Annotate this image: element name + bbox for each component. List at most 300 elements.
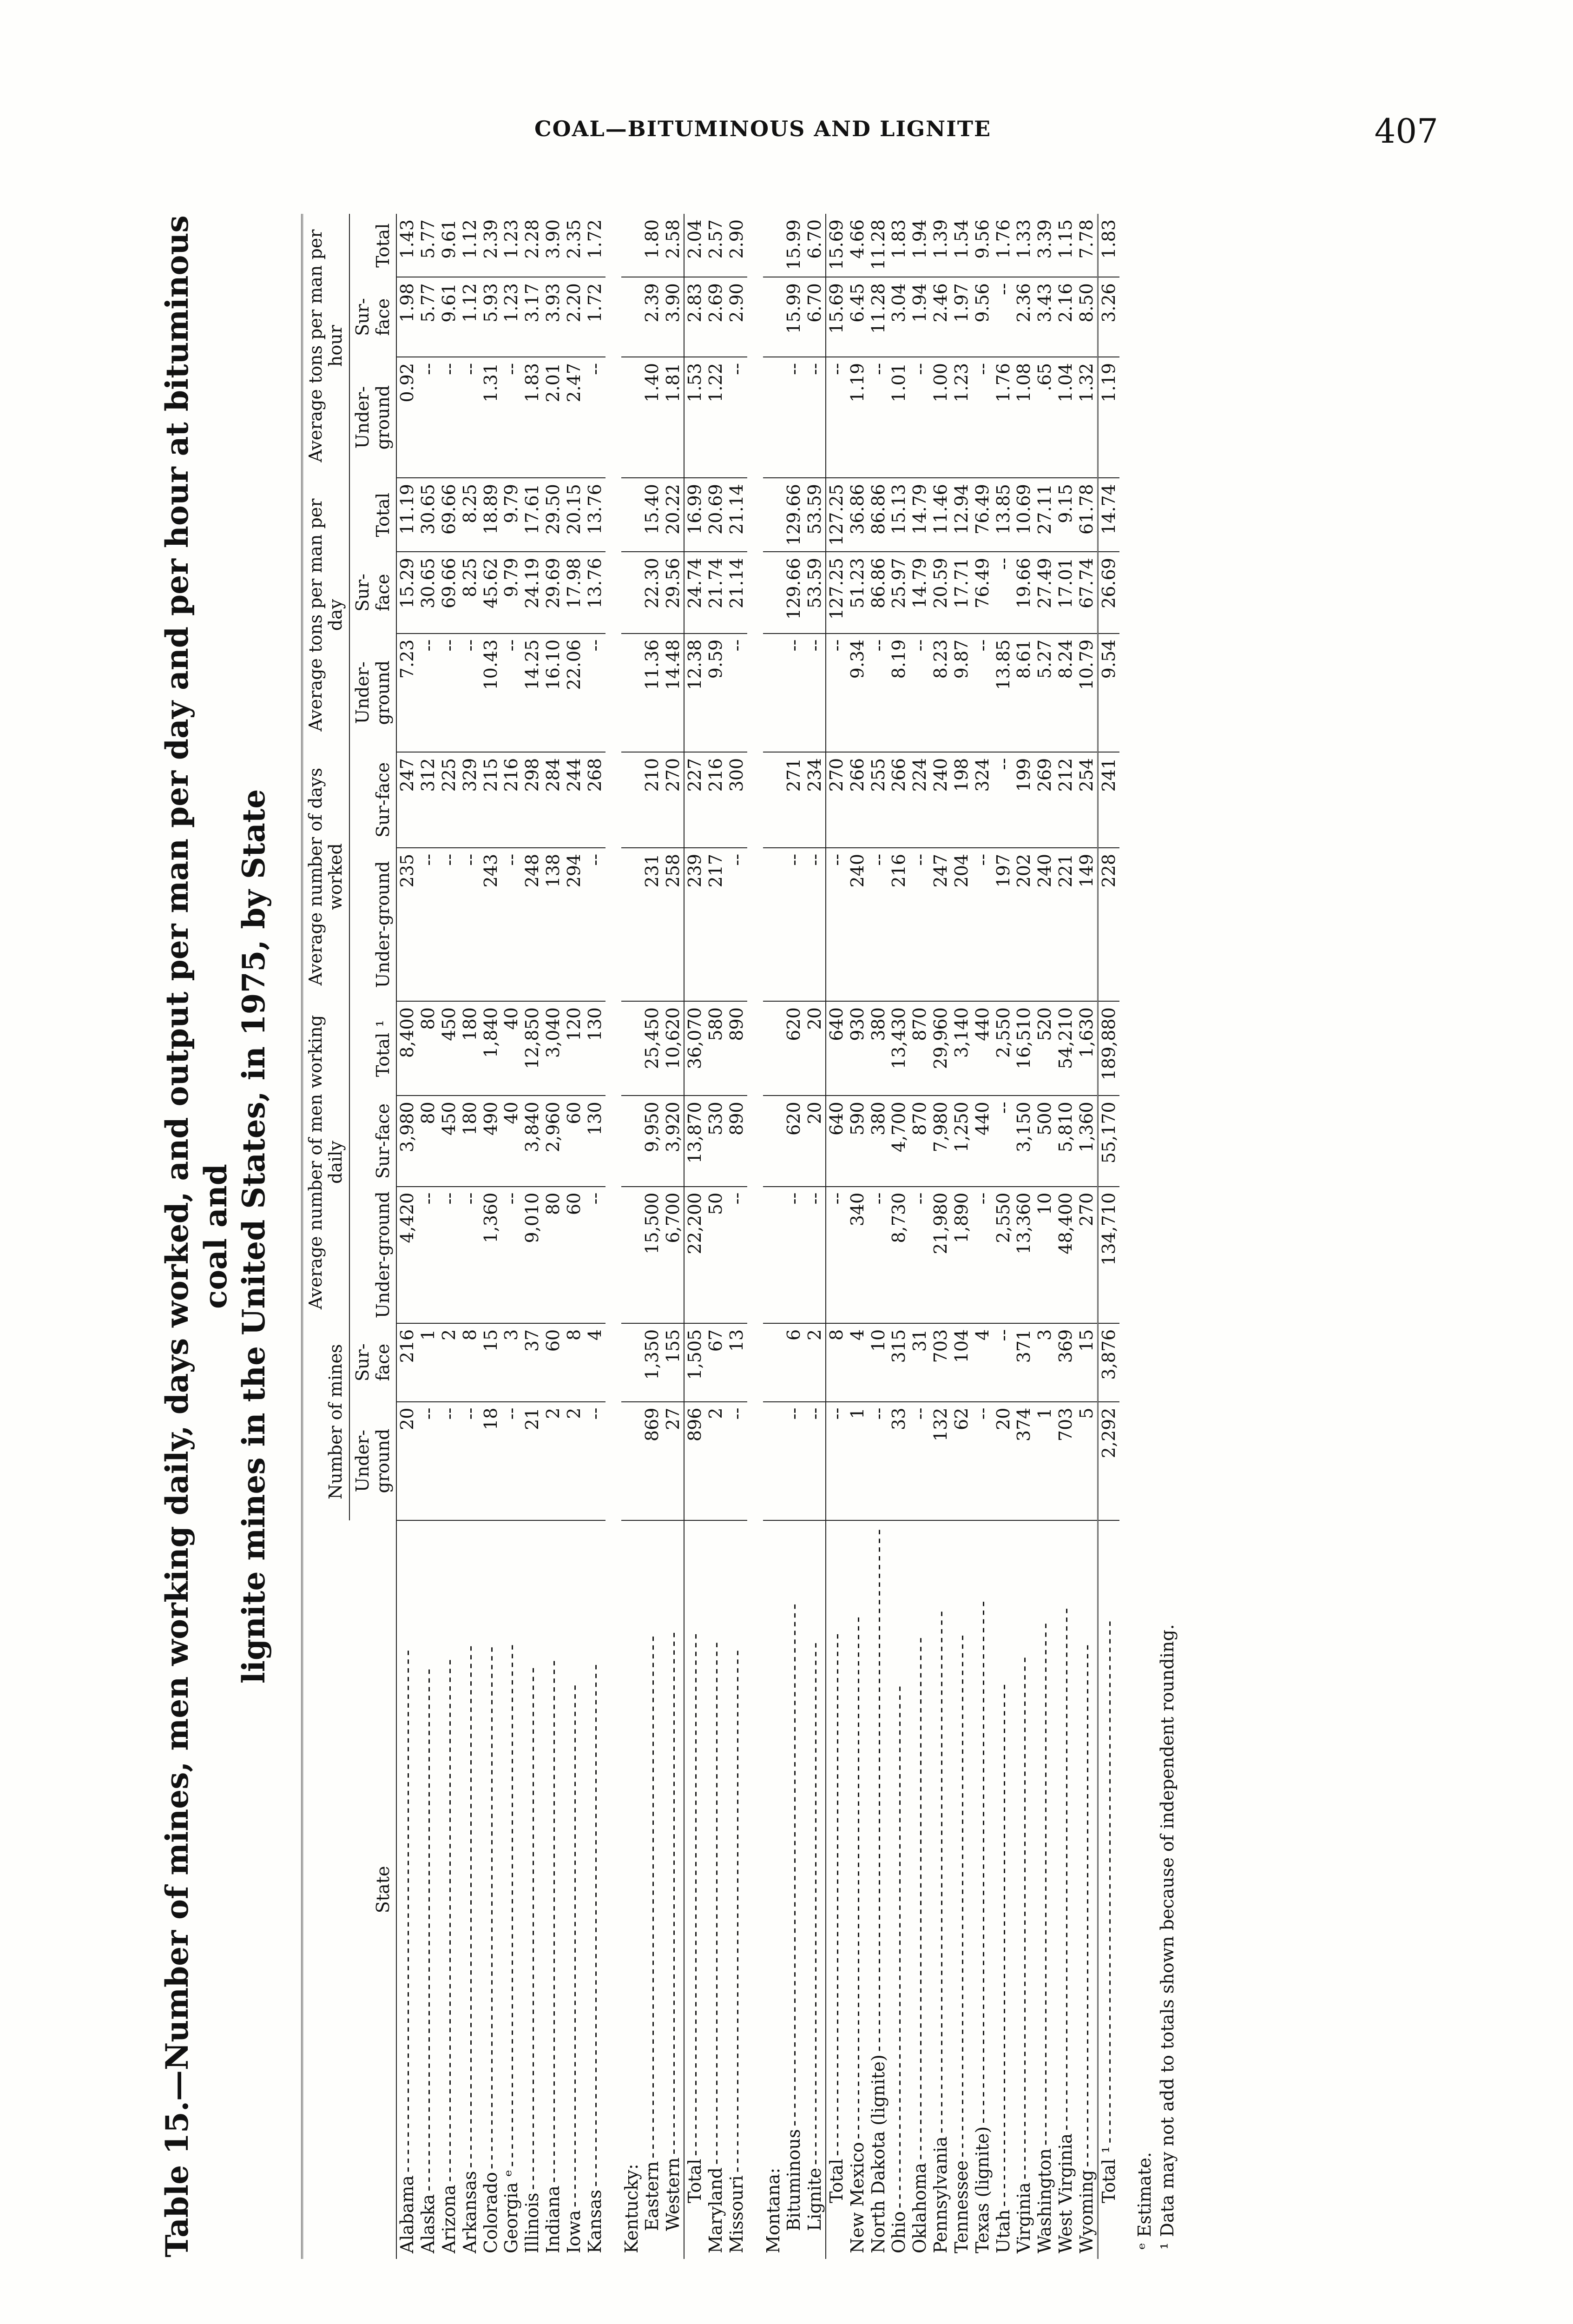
value-cell: 10.69 [1014,478,1034,552]
value-cell: 620 [783,1096,804,1186]
value-cell: 266 [847,752,868,848]
state-label: Colorado [480,2169,501,2253]
state-cell [1034,1520,1055,2259]
state-label: Iowa [564,2207,584,2253]
group-header-mines: Number of mines [302,1323,349,1520]
value-cell: 216 [501,752,522,848]
value-cell: 130 [585,1001,606,1096]
value-cell: 8.25 [460,552,480,634]
value-cell: 21.14 [726,478,747,552]
value-cell: -- [726,634,747,752]
state-label: Eastern [642,2159,662,2231]
leader-dots: ------------------------------------------------------------ [889,1683,909,2209]
value-cell: 11.28 [868,277,889,357]
state-cell [684,1520,705,2259]
value-cell: 1.97 [951,277,972,357]
value-cell: 5.77 [418,214,439,277]
value-cell: 1.23 [501,214,522,277]
value-cell: 51.23 [847,552,868,634]
value-cell: 3,150 [1014,1096,1034,1186]
value-cell: 7.23 [396,634,418,752]
value-cell: 13.85 [993,634,1014,752]
value-cell: 13.76 [585,478,606,552]
value-cell: 189,880 [1098,1001,1119,1096]
value-cell: 235 [396,848,418,1001]
value-cell [621,478,642,552]
value-cell: 15 [1076,1323,1098,1402]
value-cell: 8.61 [1014,634,1034,752]
subheader-surface: Sur-face [372,1103,393,1179]
value-cell: 2 [705,1402,726,1520]
value-cell: -- [868,1187,889,1323]
value-cell: 224 [909,752,930,848]
value-cell: 216 [396,1323,418,1402]
value-cell: -- [993,752,1014,848]
value-cell: 67.74 [1076,552,1098,634]
value-cell: 17.98 [564,552,585,634]
value-cell: 24.19 [522,552,543,634]
value-cell [763,357,784,478]
leader-dots: ------------------------------------------------------------ [868,1526,889,2052]
value-cell: 1.23 [951,357,972,478]
value-cell: 2.04 [684,214,705,277]
value-cell: 13,870 [684,1096,705,1186]
value-cell: 234 [804,752,826,848]
value-cell: 8,400 [396,1001,418,1096]
value-cell: 244 [564,752,585,848]
value-cell: 324 [972,752,993,848]
value-cell: 9,950 [642,1096,663,1186]
value-cell: 4 [972,1323,993,1402]
leader-dots: ------------------------------------------------------------ [951,1632,972,2158]
value-cell: 76.49 [972,478,993,552]
value-cell: 8.25 [460,478,480,552]
value-cell: 2.58 [663,214,684,277]
table-row [564,214,585,2259]
value-cell: 1.72 [585,214,606,277]
value-cell: -- [868,634,889,752]
value-cell: 37 [522,1323,543,1402]
value-cell: 2 [439,1323,460,1402]
value-cell: 60 [564,1096,585,1186]
value-cell: 86.86 [868,478,889,552]
table-row [418,214,439,2259]
value-cell: 329 [460,752,480,848]
value-cell: 1.12 [460,277,480,357]
value-cell: -- [909,357,930,478]
state-cell [804,1520,826,2259]
value-cell: 1.01 [889,357,909,478]
table-row [726,214,747,2259]
value-cell: 31 [909,1323,930,1402]
value-cell: 1.54 [951,214,972,277]
state-label: Arizona [439,2182,459,2253]
value-cell: 199 [1014,752,1034,848]
value-cell: 10,620 [663,1001,684,1096]
value-cell: 890 [726,1001,747,1096]
value-cell: -- [909,848,930,1001]
value-cell: 15 [480,1323,501,1402]
value-cell: 9.79 [501,478,522,552]
state-label: Arkansas [460,2168,480,2253]
state-label: Virginia [1014,2179,1034,2253]
value-cell: -- [868,848,889,1001]
value-cell: 9.87 [951,634,972,752]
value-cell: 19.66 [1014,552,1034,634]
value-cell: 3.04 [889,277,909,357]
value-cell: -- [804,848,826,1001]
table-row [543,214,564,2259]
value-cell: 155 [663,1323,684,1402]
state-label: Missouri [726,2172,747,2253]
value-cell: .65 [1034,357,1055,478]
state-cell [826,1520,847,2259]
state-cell [868,1520,889,2259]
value-cell: 217 [705,848,726,1001]
state-cell [726,1520,747,2259]
group-header-tons-day: Average tons per man per day [302,478,349,752]
value-cell: -- [439,1187,460,1323]
value-cell: 703 [1055,1402,1076,1520]
value-cell: 2.69 [705,277,726,357]
value-cell: 17.61 [522,478,543,552]
value-cell: 890 [726,1096,747,1186]
state-label: Total ¹ [1099,2143,1119,2203]
table-title-line-2: lignite mines in the United States, in 1975, by State [236,789,272,1684]
value-cell: 202 [1014,848,1034,1001]
value-cell: 5 [1076,1402,1098,1520]
value-cell: 2,550 [993,1187,1014,1323]
value-cell: -- [804,1402,826,1520]
value-cell: 36.86 [847,478,868,552]
value-cell: 10.43 [480,634,501,752]
value-cell: 520 [1034,1001,1055,1096]
value-cell: 3.93 [543,277,564,357]
state-label: Total [684,2156,705,2203]
value-cell: 258 [663,848,684,1001]
value-cell: 29,960 [930,1001,951,1096]
value-cell: 240 [847,848,868,1001]
value-cell: 2,292 [1098,1402,1119,1520]
value-cell: 15.69 [826,214,847,277]
state-label: Tennessee [951,2158,972,2253]
table-row [396,214,418,2259]
value-cell [763,848,784,1001]
value-cell: 13.85 [993,478,1014,552]
value-cell: -- [826,357,847,478]
value-cell: 29.50 [543,478,564,552]
value-cell: 127.25 [826,552,847,634]
value-cell [621,1001,642,1096]
value-cell: -- [993,552,1014,634]
value-cell: 6.70 [804,214,826,277]
value-cell: 1.12 [460,214,480,277]
value-cell: 243 [480,848,501,1001]
value-cell: -- [501,357,522,478]
value-cell: 315 [889,1323,909,1402]
value-cell: -- [972,357,993,478]
value-cell: -- [993,1323,1014,1402]
value-cell [621,1323,642,1402]
state-label: Texas (lignite) [972,2124,993,2253]
value-cell: 33 [889,1402,909,1520]
value-cell: -- [826,1187,847,1323]
value-cell: 247 [930,848,951,1001]
value-cell: 13,430 [889,1001,909,1096]
leader-dots: ------------------------------------------------------------ [584,1661,605,2187]
value-cell: 248 [522,848,543,1001]
value-cell: 1.94 [909,277,930,357]
value-cell: 228 [1098,848,1119,1001]
table-row [705,214,726,2259]
state-cell [1098,1520,1119,2259]
value-cell: 138 [543,848,564,1001]
value-cell: 20 [993,1402,1014,1520]
value-cell [763,277,784,357]
subheader-surface: Sur-face [352,1343,393,1381]
table-row [889,214,909,2259]
value-cell: 80 [418,1096,439,1186]
value-cell: 54,210 [1055,1001,1076,1096]
table-title-line-1: Table 15.—Number of mines, men working daily, days worked, and output per man per day and per hour at bituminous coal and [159,215,234,2258]
value-cell: -- [726,1402,747,1520]
state-cell [460,1520,480,2259]
value-cell: -- [972,1187,993,1323]
value-cell: 15.40 [642,478,663,552]
value-cell: -- [585,634,606,752]
value-cell: 55,170 [1098,1096,1119,1186]
value-cell: 9.61 [439,277,460,357]
state-cell [783,1520,804,2259]
value-cell: 45.62 [480,552,501,634]
value-cell: -- [909,1187,930,1323]
value-cell: -- [585,357,606,478]
table-row [972,214,993,2259]
value-cell: 6,700 [663,1187,684,1323]
value-cell: 4 [585,1323,606,1402]
value-cell: 6.45 [847,277,868,357]
value-cell: 1.76 [993,214,1014,277]
value-cell: -- [460,1402,480,1520]
value-cell: -- [783,357,804,478]
value-cell: 9.61 [439,214,460,277]
value-cell: 53.59 [804,552,826,634]
value-cell: 239 [684,848,705,1001]
value-cell [621,1402,642,1520]
value-cell: 3,140 [951,1001,972,1096]
value-cell: -- [826,848,847,1001]
value-cell: 1.43 [396,214,418,277]
value-cell: 1,360 [480,1187,501,1323]
value-cell: 1,350 [642,1323,663,1402]
value-cell: 268 [585,752,606,848]
table-header [302,214,397,2259]
state-cell [501,1520,522,2259]
value-cell: 36,070 [684,1001,705,1096]
value-cell [621,848,642,1001]
value-cell: 60 [543,1323,564,1402]
value-cell: 30.65 [418,552,439,634]
value-cell: 13.76 [585,552,606,634]
value-cell: 371 [1014,1323,1034,1402]
value-cell: 369 [1055,1323,1076,1402]
value-cell: 270 [1076,1187,1098,1323]
value-cell: -- [439,634,460,752]
value-cell: 1,840 [480,1001,501,1096]
subheader-underground: Under-ground [352,660,393,725]
value-cell: 2.28 [522,214,543,277]
running-header: COAL—BITUMINOUS AND LIGNITE [534,116,992,141]
value-cell: 1 [1034,1402,1055,1520]
value-cell: -- [585,848,606,1001]
state-label: Indiana [543,2183,563,2253]
value-cell: -- [909,634,930,752]
value-cell: -- [585,1402,606,1520]
value-cell: 29.56 [663,552,684,634]
subheader-surface: Sur-face [352,574,393,612]
value-cell: 53.59 [804,478,826,552]
value-cell: 11.46 [930,478,951,552]
value-cell: 9.59 [705,634,726,752]
value-cell: -- [418,357,439,478]
value-cell: 197 [993,848,1014,1001]
value-cell: 180 [460,1096,480,1186]
value-cell: 266 [889,752,909,848]
value-cell: 67 [705,1323,726,1402]
value-cell: 17.01 [1055,552,1076,634]
value-cell: 14.79 [909,478,930,552]
value-cell: 2.47 [564,357,585,478]
value-cell [763,634,784,752]
value-cell: 14.79 [909,552,930,634]
table-row [993,214,1014,2259]
value-cell: 12.38 [684,634,705,752]
value-cell: 11.19 [396,478,418,552]
value-cell: 1.31 [480,357,501,478]
value-cell: 204 [951,848,972,1001]
value-cell: -- [726,357,747,478]
value-cell: 530 [705,1096,726,1186]
value-cell: 1.80 [642,214,663,277]
value-cell: 215 [480,752,501,848]
value-cell: 1.08 [1014,357,1034,478]
value-cell: 16,510 [1014,1001,1034,1096]
value-cell: 869 [642,1402,663,1520]
table-row [868,214,889,2259]
value-cell: 2.39 [480,214,501,277]
value-cell: 450 [439,1001,460,1096]
leader-dots: ------------------------------------------------------------ [993,1681,1014,2207]
value-cell: 16.10 [543,634,564,752]
value-cell: 7,980 [930,1096,951,1186]
state-cell [585,1520,606,2259]
state-label: Montana: [763,2165,783,2253]
rotated-table-block [158,214,1366,2259]
table-row [663,214,684,2259]
value-cell: 21.14 [726,552,747,634]
value-cell: 1,630 [1076,1001,1098,1096]
value-cell: 590 [847,1096,868,1186]
value-cell: 1.83 [889,214,909,277]
value-cell: 240 [930,752,951,848]
value-cell: 3,876 [1098,1323,1119,1402]
state-cell [642,1520,663,2259]
value-cell [763,1187,784,1323]
value-cell: 9.56 [972,277,993,357]
value-cell: 1.23 [501,277,522,357]
value-cell [621,552,642,634]
value-cell: 1 [418,1323,439,1402]
value-cell: 6.70 [804,277,826,357]
value-cell: 271 [783,752,804,848]
value-cell: 1,360 [1076,1096,1098,1186]
value-cell: 870 [909,1096,930,1186]
value-cell: 312 [418,752,439,848]
state-cell [1076,1520,1098,2259]
value-cell: 3.90 [543,214,564,277]
state-label: Maryland [705,2165,726,2253]
value-cell: 1.04 [1055,357,1076,478]
leader-dots: ------------------------------------------------------------ [783,1601,804,2126]
leader-dots: ------------------------------------------------------------ [726,1647,747,2173]
value-cell: 18 [480,1402,501,1520]
value-cell: 13 [726,1323,747,1402]
state-cell [993,1520,1014,2259]
value-cell: 374 [1014,1402,1034,1520]
value-cell: 20 [396,1402,418,1520]
state-cell [847,1520,868,2259]
table-grand-total-row [1098,214,1119,2259]
state-label: Kansas [585,2187,605,2253]
value-cell: 1.76 [993,357,1014,478]
value-cell: 80 [543,1187,564,1323]
value-cell: 269 [1034,752,1055,848]
value-cell: 20.22 [663,478,684,552]
state-label: Washington [1034,2146,1055,2253]
value-cell: 21.74 [705,552,726,634]
table-row [642,214,663,2259]
value-cell: 4 [847,1323,868,1402]
value-cell [763,552,784,634]
subheader-underground: Under-ground [352,385,393,450]
value-cell: 500 [1034,1096,1055,1186]
value-cell: 9.54 [1098,634,1119,752]
value-cell: 27.49 [1034,552,1055,634]
value-cell: 490 [480,1096,501,1186]
value-cell: 2 [564,1402,585,1520]
value-cell: 8.50 [1076,277,1098,357]
value-cell: 15.99 [783,214,804,277]
value-cell: 1.00 [930,357,951,478]
value-cell: 80 [418,1001,439,1096]
value-cell: 3.43 [1034,277,1055,357]
value-cell: 620 [783,1001,804,1096]
value-cell: 380 [868,1096,889,1186]
page-number: 407 [1374,112,1438,151]
value-cell: 4,700 [889,1096,909,1186]
value-cell: -- [804,634,826,752]
value-cell: 210 [642,752,663,848]
value-cell: -- [804,1187,826,1323]
state-cell [889,1520,909,2259]
value-cell: 1.39 [930,214,951,277]
table-row [847,214,868,2259]
value-cell: 50 [705,1187,726,1323]
value-cell: -- [972,634,993,752]
value-cell: 3,040 [543,1001,564,1096]
value-cell: 14.25 [522,634,543,752]
value-cell: 7.78 [1076,214,1098,277]
